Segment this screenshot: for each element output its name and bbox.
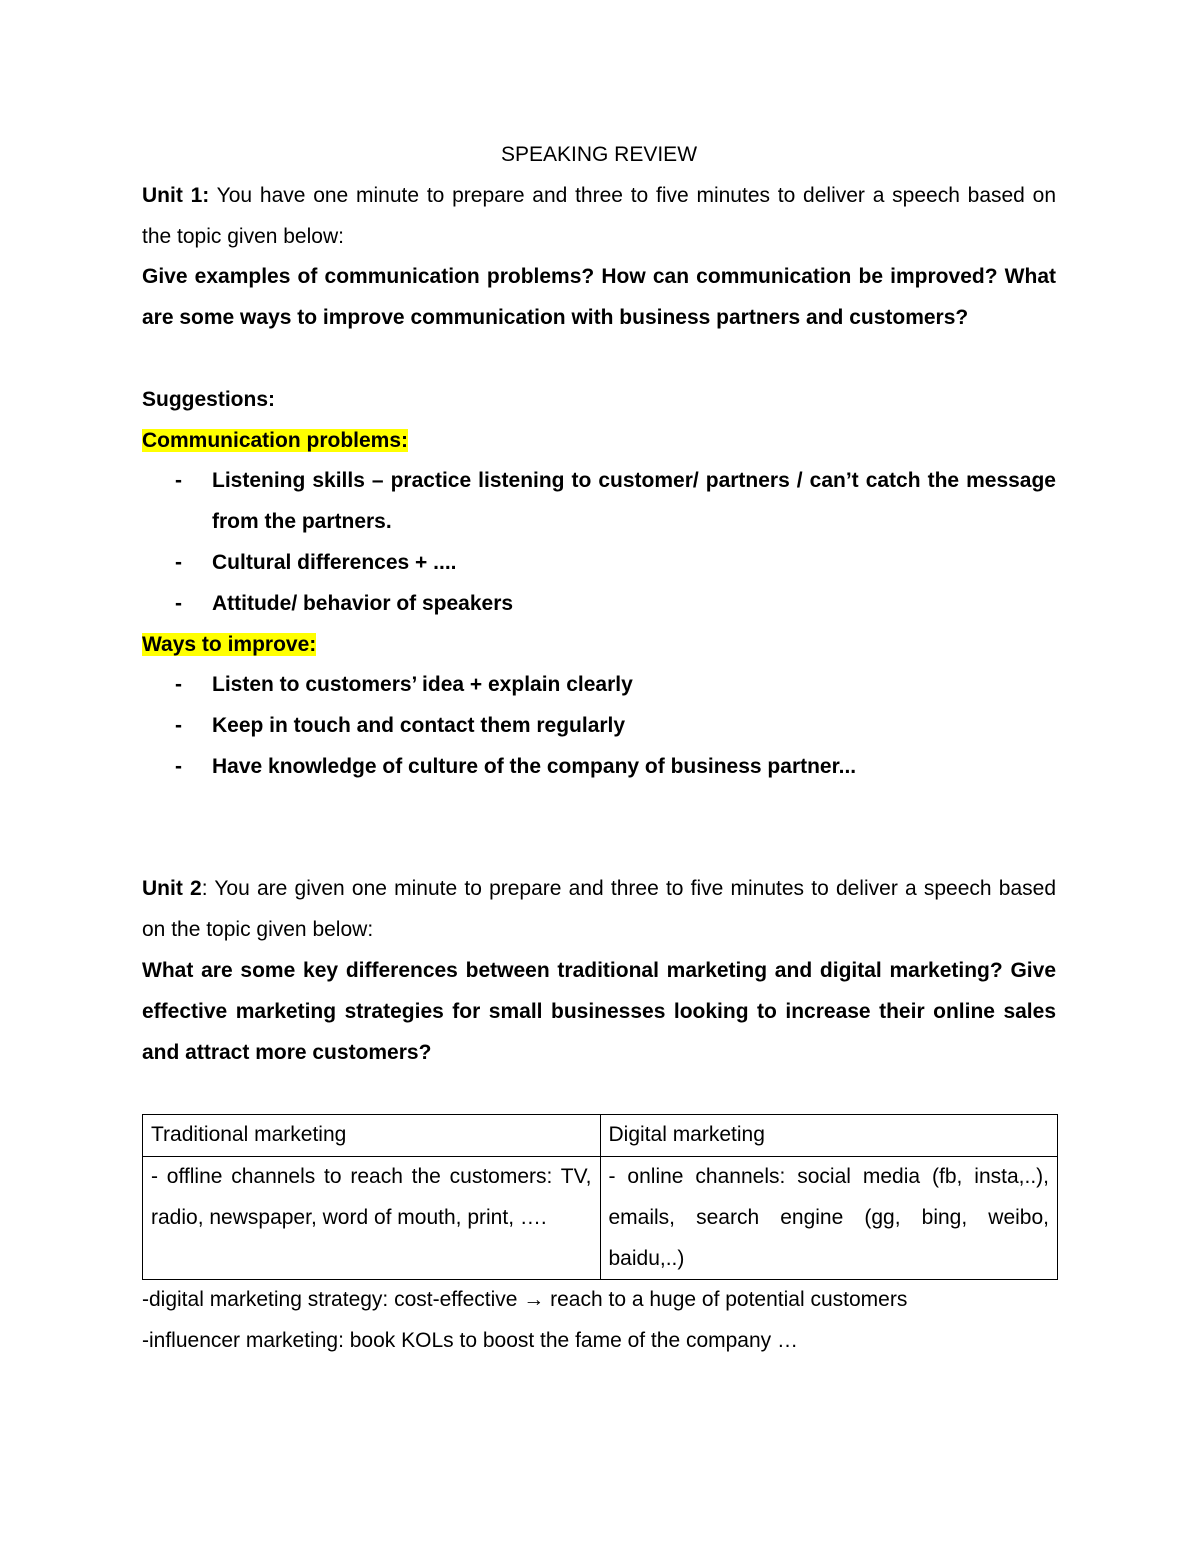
strategy-note-2: -influencer marketing: book KOLs to boost the fame of the company … <box>142 1329 799 1353</box>
unit2-question: What are some key differences between traditional marketing and digital marketing? Give effective marketing strategies for small businesses looking to increase their online sales and attract more customers? <box>142 958 1056 1064</box>
list-item <box>142 543 1056 584</box>
note-text: reach to a huge of potential customers <box>544 1288 908 1312</box>
marketing-comparison-table <box>142 1114 1058 1280</box>
problems-heading-highlight: Communication problems: <box>142 428 409 452</box>
table-header-cell: Traditional marketing <box>143 1115 601 1157</box>
list-item <box>142 461 1056 543</box>
improvements-list <box>142 665 1056 787</box>
improve-heading-highlight: Ways to improve: <box>142 632 317 656</box>
note-text: -digital marketing strategy: cost-effective <box>142 1288 524 1312</box>
right-arrow-icon: → <box>523 1288 545 1312</box>
document-page <box>142 135 1056 1362</box>
unit1-instruction: You have one minute to prepare and three to five minutes to deliver a speech based on the topic given below: <box>142 183 1056 248</box>
table-header-row <box>143 1115 1058 1157</box>
dash-bullet: - <box>175 550 182 574</box>
list-item-text: Listen to customers’ idea + explain clearly <box>212 673 633 697</box>
problems-list <box>142 461 1056 624</box>
suggestions-label: Suggestions: <box>142 387 276 411</box>
table-row <box>143 1156 1058 1279</box>
unit2-intro <box>142 869 1056 951</box>
improve-heading <box>142 625 1056 666</box>
list-item <box>142 665 1056 706</box>
list-item <box>142 706 1056 747</box>
table-header-cell: Digital marketing <box>600 1115 1058 1157</box>
list-item-text: Cultural differences + .... <box>212 550 457 574</box>
unit1-label: Unit 1: <box>142 183 210 207</box>
dash-bullet: - <box>175 673 182 697</box>
list-item-text: Listening skills – practice listening to customer/ partners / can’t catch the message from the partners. <box>212 469 1056 534</box>
document-title: SPEAKING REVIEW <box>500 143 698 166</box>
dash-bullet: - <box>175 754 182 778</box>
list-item-text: Attitude/ behavior of speakers <box>212 591 514 615</box>
list-item <box>142 584 1056 625</box>
spacer <box>142 829 1056 870</box>
spacer <box>142 339 1056 380</box>
unit1-intro <box>142 176 1056 258</box>
unit2-label: Unit 2 <box>142 877 202 901</box>
list-item <box>142 747 1056 788</box>
list-item-text: Keep in touch and contact them regularly <box>212 714 626 738</box>
strategy-note-1 <box>142 1280 1056 1321</box>
spacer <box>142 788 1056 829</box>
unit2-instruction: : You are given one minute to prepare and three to five minutes to deliver a speech based on the topic given below: <box>142 877 1056 942</box>
dash-bullet: - <box>175 714 182 738</box>
dash-bullet: - <box>175 469 182 493</box>
table-cell: - online channels: social media (fb, insta,..), emails, search engine (gg, bing, weibo, baidu,..) <box>600 1156 1058 1279</box>
problems-heading <box>142 421 1056 462</box>
unit1-question: Give examples of communication problems? How can communication be improved? What are some ways to improve communication with business partners and customers? <box>142 265 1056 330</box>
dash-bullet: - <box>175 591 182 615</box>
list-item-text: Have knowledge of culture of the company of business partner... <box>212 754 857 778</box>
table-cell: - offline channels to reach the customers: TV, radio, newspaper, word of mouth, print, …. <box>143 1156 601 1279</box>
spacer <box>142 1073 1056 1114</box>
